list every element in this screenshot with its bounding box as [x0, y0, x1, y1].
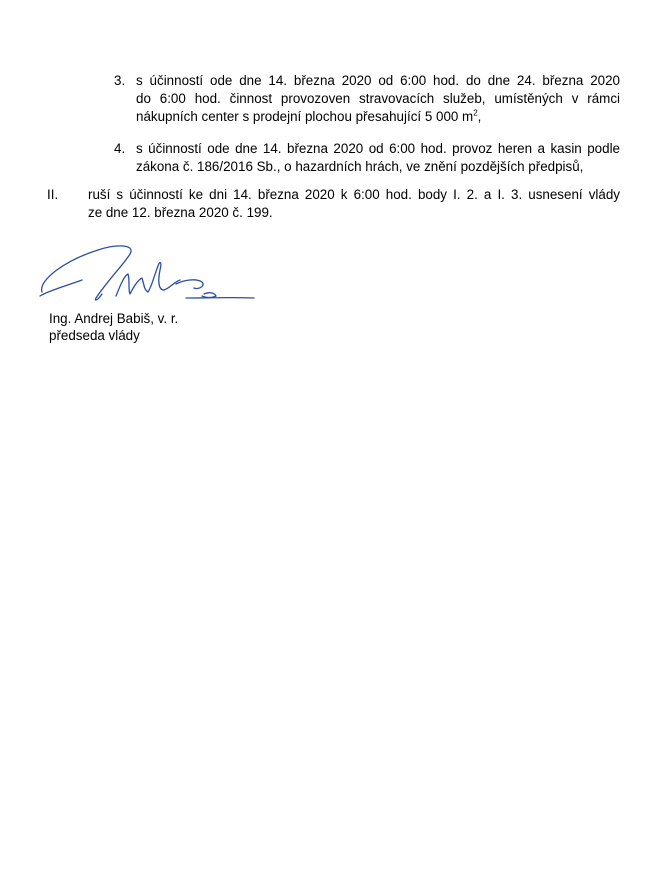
item-line-last — [136, 108, 620, 126]
signer-title: předseda vlády — [49, 328, 140, 343]
item-text — [88, 186, 620, 222]
item-number: 3. — [114, 73, 126, 88]
item-line: s účinností ode dne 14. března 2020 od 6:00 hod. do dne 24. března 2020 — [136, 73, 620, 88]
item-line-text: nákupních center s prodejní plochou přesahující 5 000 m — [136, 109, 474, 124]
superscript: 2 — [473, 108, 478, 118]
item-line: ze dne 12. března 2020 č. 199. — [88, 205, 273, 220]
item-line: ruší s účinností ke dni 14. března 2020 k 6:00 hod. body I. 2. a I. 3. usnesení vlády — [88, 187, 620, 202]
item-line: do 6:00 hod. činnost provozoven stravovacích služeb, umístěných v rámci — [136, 91, 620, 106]
item-text — [136, 140, 620, 176]
signer-block — [49, 310, 178, 344]
item-line: zákona č. 186/2016 Sb., o hazardních hrách, ve znění pozdějších předpisů, — [136, 159, 584, 174]
signature-image — [36, 240, 258, 308]
item-number: 4. — [114, 141, 126, 156]
trailing-punctuation: , — [477, 109, 482, 124]
item-number: II. — [47, 187, 59, 202]
item-text — [136, 72, 620, 126]
item-line: s účinností ode dne 14. března 2020 od 6:00 hod. provoz heren a kasin podle — [136, 141, 620, 156]
signer-name: Ing. Andrej Babiš, v. r. — [49, 311, 179, 326]
